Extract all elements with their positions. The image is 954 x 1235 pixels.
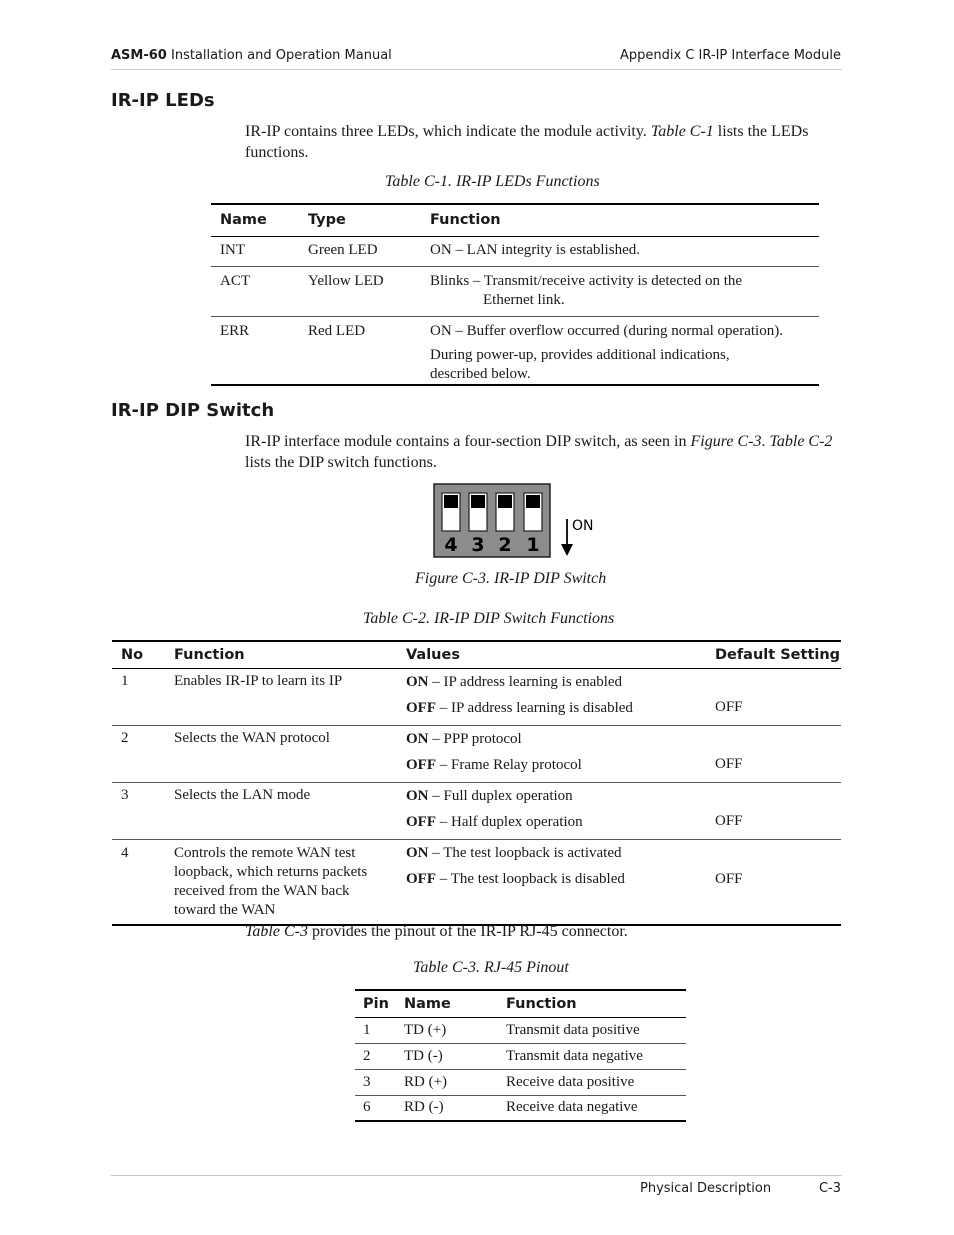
col-header-no: No (121, 646, 144, 663)
manual-product-name: ASM-60 (111, 48, 167, 63)
on-text: – IP address learning is enabled (428, 673, 623, 690)
led-type: Yellow LED (308, 272, 384, 289)
on-key: ON (406, 844, 429, 861)
led-function-line: Blinks – Transmit/receive activity is detected on the (430, 272, 743, 289)
switch-function: Controls the remote WAN test loopback, which returns packets received from the WAN back toward the WAN (174, 844, 368, 918)
pin-name: RD (-) (404, 1099, 444, 1116)
figure-c3-ref: Figure C-3 (690, 433, 762, 450)
off-text: – The test loopback is disabled (436, 870, 625, 887)
table-row (211, 236, 819, 266)
switch-values (397, 782, 706, 839)
col-header-type: Type (308, 212, 346, 229)
value-off (406, 699, 706, 725)
footer-rule (111, 1175, 842, 1176)
col-header-function: Function (506, 995, 577, 1012)
col-header-function: Function (430, 212, 501, 229)
col-header-values: Values (406, 646, 460, 663)
on-text: – PPP protocol (428, 730, 522, 747)
led-function-note: During power-up, provides additional indications, described below. (430, 346, 730, 382)
dip-switch-number: 4 (444, 534, 458, 556)
led-function-continuation: Ethernet link. (483, 291, 565, 308)
switch-function: Selects the LAN mode (174, 786, 311, 803)
switch-function: Enables IR-IP to learn its IP (174, 672, 343, 689)
value-on (406, 673, 706, 699)
dip-switch-figure (433, 483, 603, 561)
dip-para-text-b: . (761, 433, 770, 450)
led-name: INT (220, 241, 245, 258)
switch-default (706, 839, 841, 925)
value-off (406, 813, 706, 839)
pin-function: Receive data positive (506, 1073, 635, 1090)
table-header-row (355, 990, 686, 1017)
leds-paragraph (245, 121, 835, 163)
led-function (421, 316, 819, 385)
table-header-row (211, 204, 819, 236)
switch-default (706, 668, 841, 725)
section-title-dip-switch: IR-IP DIP Switch (111, 400, 275, 421)
table-row (112, 668, 841, 725)
col-header-function: Function (174, 646, 245, 663)
table-row (211, 266, 819, 316)
led-type: Red LED (308, 322, 366, 339)
dip-para-text-a: IR-IP interface module contains a four-section DIP switch, as seen in (245, 433, 691, 450)
dip-switch-table (112, 640, 841, 926)
led-name: ACT (220, 272, 250, 289)
running-header-appendix: Appendix C IR-IP Interface Module (620, 48, 841, 63)
section-title-leds: IR-IP LEDs (111, 90, 215, 111)
value-off (406, 870, 706, 896)
dip-switch-section (524, 493, 542, 531)
pin-number: 1 (363, 1021, 371, 1038)
table-row (355, 1095, 686, 1121)
header-rule (111, 69, 842, 70)
dip-switch-number: 1 (526, 534, 540, 556)
switch-no: 2 (121, 729, 129, 746)
off-text: – Frame Relay protocol (436, 756, 582, 773)
dip-paragraph (245, 431, 835, 473)
off-key: OFF (406, 813, 436, 830)
switch-no: 3 (121, 786, 129, 803)
switch-values (397, 668, 706, 725)
pin-function: Transmit data positive (506, 1021, 640, 1038)
col-header-default: Default Setting (715, 646, 841, 663)
dip-switch-section (442, 493, 460, 531)
table-c3-ref: Table C-3 (245, 923, 308, 940)
table-c2-caption: Table C-2. IR-IP DIP Switch Functions (363, 610, 615, 627)
pin-function: Receive data negative (506, 1099, 638, 1116)
switch-default (706, 782, 841, 839)
running-footer-section: Physical Description (640, 1181, 772, 1196)
led-type: Green LED (308, 241, 378, 258)
table-c1-ref: Table C-1 (650, 123, 714, 140)
switch-values (397, 839, 706, 925)
table-row (112, 725, 841, 782)
pin-number: 3 (363, 1073, 371, 1090)
table-c1-caption: Table C-1. IR-IP LEDs Functions (385, 173, 600, 190)
off-key: OFF (406, 870, 436, 887)
switch-no: 4 (121, 844, 129, 861)
dip-switch-section (469, 493, 487, 531)
value-on (406, 844, 706, 870)
off-text: – Half duplex operation (436, 813, 583, 830)
led-function (421, 266, 819, 316)
leds-para-text-b: lists the LEDs functions. (245, 123, 809, 161)
off-key: OFF (406, 756, 436, 773)
switch-values (397, 725, 706, 782)
dip-para-text-c: lists the DIP switch functions. (245, 454, 437, 471)
off-key: OFF (406, 699, 436, 716)
pin-name: RD (+) (404, 1073, 448, 1090)
leds-table (211, 203, 819, 386)
table-row (355, 1069, 686, 1095)
col-header-pin: Pin (363, 995, 389, 1012)
pin-name: TD (-) (404, 1047, 443, 1064)
pin-name: TD (+) (404, 1021, 447, 1038)
table-row (112, 782, 841, 839)
switch-function: Selects the WAN protocol (174, 729, 330, 746)
dip-switch-section (496, 493, 514, 531)
on-key: ON (406, 787, 429, 804)
led-function: ON – LAN integrity is established. (430, 241, 640, 258)
on-key: ON (406, 730, 429, 747)
on-text: – Full duplex operation (428, 787, 573, 804)
table-row (112, 839, 841, 925)
rj45-pinout-table (355, 989, 686, 1122)
pinout-para-text: provides the pinout of the IR-IP RJ-45 connector. (307, 923, 628, 940)
default-value: OFF (715, 698, 743, 715)
dip-switch-number: 3 (471, 534, 485, 556)
value-on (406, 787, 706, 813)
pin-number: 2 (363, 1047, 371, 1064)
table-row (355, 1017, 686, 1043)
table-c2-ref: Table C-2 (769, 433, 833, 450)
dip-switch-number: 2 (498, 534, 512, 556)
default-value: OFF (715, 870, 743, 887)
on-key: ON (406, 673, 429, 690)
switch-default (706, 725, 841, 782)
table-c3-caption: Table C-3. RJ-45 Pinout (413, 959, 569, 976)
pinout-paragraph (245, 921, 835, 942)
col-header-name: Name (404, 995, 451, 1012)
led-function-line: ON – Buffer overflow occurred (during normal operation). (430, 322, 783, 339)
pin-number: 6 (363, 1099, 371, 1116)
switch-no: 1 (121, 672, 129, 689)
pin-function: Transmit data negative (506, 1047, 643, 1064)
default-value: OFF (715, 755, 743, 772)
value-off (406, 756, 706, 782)
page-number: C-3 (818, 1181, 841, 1196)
running-header-title (111, 48, 392, 63)
default-value: OFF (715, 812, 743, 829)
col-header-name: Name (220, 212, 267, 229)
value-on (406, 730, 706, 756)
manual-title-rest: Installation and Operation Manual (166, 48, 392, 63)
led-name: ERR (220, 322, 250, 339)
table-row (355, 1043, 686, 1069)
leds-para-text-a: IR-IP contains three LEDs, which indicate the module activity. (245, 123, 651, 140)
table-header-row (112, 641, 841, 668)
figure-c3-caption: Figure C-3. IR-IP DIP Switch (415, 570, 607, 587)
off-text: – IP address learning is disabled (436, 699, 633, 716)
table-row (211, 316, 819, 385)
on-label: ON (572, 518, 594, 534)
on-text: – The test loopback is activated (428, 844, 622, 861)
